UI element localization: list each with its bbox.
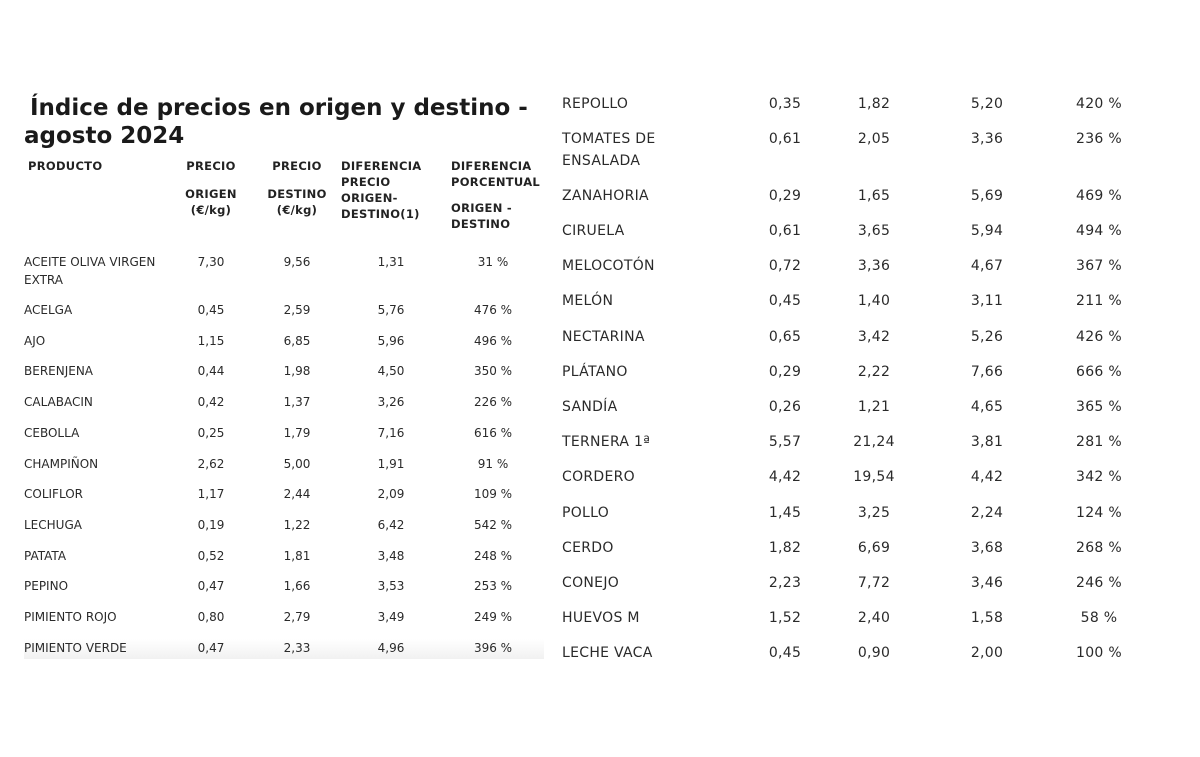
destino-cell: 1,22	[283, 518, 311, 532]
diferencia-cell: 1,58	[970, 610, 1004, 626]
origen-cell: 0,19	[197, 518, 225, 532]
destino-cell: 2,40	[857, 610, 891, 626]
origen-cell: 2,23	[768, 575, 802, 591]
porcentaje-cell: 666 %	[1076, 364, 1122, 380]
destino-cell: 1,21	[857, 399, 891, 415]
producto-cell: BERENJENA	[24, 364, 94, 378]
producto-cell: PATATA	[24, 549, 67, 563]
producto-cell: PLÁTANO	[562, 364, 628, 380]
porcentaje-cell: 236 %	[1076, 131, 1122, 147]
table-row	[562, 220, 1162, 255]
producto-cell: COLIFLOR	[24, 487, 83, 501]
table-row	[562, 326, 1162, 361]
porcentaje-cell: 420 %	[1076, 96, 1122, 112]
destino-cell: 2,22	[857, 364, 891, 380]
diferencia-cell: 1,31	[377, 255, 405, 269]
destino-cell: 1,66	[283, 579, 311, 593]
table-row	[562, 361, 1162, 396]
porcentaje-cell: 248 %	[473, 549, 513, 563]
destino-cell: 3,36	[857, 258, 891, 274]
origen-cell: 5,57	[768, 434, 802, 450]
porcentaje-cell: 124 %	[1076, 505, 1122, 521]
porcentaje-cell: 246 %	[1076, 575, 1122, 591]
porcentaje-cell: 211 %	[1076, 293, 1122, 309]
producto-cell: CHAMPIÑON	[24, 457, 99, 471]
origen-cell: 0,80	[197, 610, 225, 624]
header-precio-origen: PRECIO ORIGEN (€/kg)	[185, 159, 237, 217]
table-row	[562, 502, 1162, 537]
origen-cell: 0,44	[197, 364, 225, 378]
porcentaje-cell: 542 %	[473, 518, 513, 532]
table-row	[24, 424, 544, 454]
origen-cell: 1,82	[768, 540, 802, 556]
header-diferencia-precio: DIFERENCIA PRECIO ORIGEN- DESTINO(1)	[341, 159, 422, 221]
table-row	[24, 301, 544, 331]
diferencia-cell: 3,49	[377, 610, 405, 624]
porcentaje-cell: 496 %	[473, 334, 513, 348]
porcentaje-cell: 616 %	[473, 426, 513, 440]
porcentaje-cell: 396 %	[473, 641, 513, 655]
producto-cell: LECHUGA	[24, 518, 82, 532]
title-line-1: Índice de precios en origen y destino -	[30, 95, 528, 121]
table-row	[562, 537, 1162, 572]
producto-cell: PEPINO	[24, 579, 69, 593]
diferencia-cell: 6,42	[377, 518, 405, 532]
origen-cell: 0,47	[197, 641, 225, 655]
table-row	[562, 290, 1162, 325]
origen-cell: 2,62	[197, 457, 225, 471]
destino-cell: 2,44	[283, 487, 311, 501]
destino-cell: 2,33	[283, 641, 311, 655]
table-row	[562, 255, 1162, 290]
producto-cell: TOMATES DE ENSALADA	[562, 131, 656, 169]
diferencia-cell: 3,53	[377, 579, 405, 593]
destino-cell: 1,82	[857, 96, 891, 112]
table-row	[562, 128, 1162, 178]
porcentaje-cell: 249 %	[473, 610, 513, 624]
diferencia-cell: 4,96	[377, 641, 405, 655]
producto-cell: PIMIENTO ROJO	[24, 610, 117, 624]
diferencia-cell: 5,96	[377, 334, 405, 348]
porcentaje-cell: 469 %	[1076, 188, 1122, 204]
destino-cell: 9,56	[283, 255, 311, 269]
diferencia-cell: 4,50	[377, 364, 405, 378]
porcentaje-cell: 494 %	[1076, 223, 1122, 239]
origen-cell: 0,47	[197, 579, 225, 593]
table-row	[24, 608, 544, 638]
table-row	[24, 516, 544, 546]
diferencia-cell: 5,76	[377, 303, 405, 317]
destino-cell: 1,81	[283, 549, 311, 563]
porcentaje-cell: 476 %	[473, 303, 513, 317]
producto-cell: LECHE VACA	[562, 645, 653, 661]
destino-cell: 3,42	[857, 329, 891, 345]
diferencia-cell: 3,26	[377, 395, 405, 409]
origen-cell: 0,61	[768, 223, 802, 239]
producto-cell: MELOCOTÓN	[562, 258, 655, 274]
producto-cell: REPOLLO	[562, 96, 629, 112]
producto-cell: HUEVOS M	[562, 610, 640, 626]
origen-cell: 0,45	[768, 645, 802, 661]
origen-cell: 0,65	[768, 329, 802, 345]
table-row	[24, 577, 544, 607]
producto-cell: AJO	[24, 334, 46, 348]
producto-cell: ACEITE OLIVA VIRGEN EXTRA	[24, 255, 156, 287]
diferencia-cell: 3,46	[970, 575, 1004, 591]
destino-cell: 3,25	[857, 505, 891, 521]
origen-cell: 1,15	[197, 334, 225, 348]
destino-cell: 1,37	[283, 395, 311, 409]
destino-cell: 6,69	[857, 540, 891, 556]
diferencia-cell: 3,68	[970, 540, 1004, 556]
table-row	[562, 185, 1162, 220]
diferencia-cell: 1,91	[377, 457, 405, 471]
destino-cell: 2,79	[283, 610, 311, 624]
origen-cell: 1,52	[768, 610, 802, 626]
destino-cell: 7,72	[857, 575, 891, 591]
origen-cell: 0,45	[197, 303, 225, 317]
porcentaje-cell: 281 %	[1076, 434, 1122, 450]
origen-cell: 0,72	[768, 258, 802, 274]
producto-cell: CIRUELA	[562, 223, 625, 239]
table-row	[562, 396, 1162, 431]
diferencia-cell: 3,48	[377, 549, 405, 563]
destino-cell: 2,59	[283, 303, 311, 317]
porcentaje-cell: 268 %	[1076, 540, 1122, 556]
diferencia-cell: 4,67	[970, 258, 1004, 274]
table-row	[24, 547, 544, 577]
diferencia-cell: 4,42	[970, 469, 1004, 485]
destino-cell: 0,90	[857, 645, 891, 661]
diferencia-cell: 2,24	[970, 505, 1004, 521]
porcentaje-cell: 31 %	[477, 255, 509, 269]
producto-cell: CALABACIN	[24, 395, 93, 409]
diferencia-cell: 5,69	[970, 188, 1004, 204]
header-producto: PRODUCTO	[28, 159, 103, 173]
diferencia-cell: 5,26	[970, 329, 1004, 345]
table-row	[562, 607, 1162, 642]
table-row	[24, 485, 544, 515]
porcentaje-cell: 426 %	[1076, 329, 1122, 345]
destino-cell: 5,00	[283, 457, 311, 471]
destino-cell: 3,65	[857, 223, 891, 239]
origen-cell: 0,45	[768, 293, 802, 309]
diferencia-cell: 7,66	[970, 364, 1004, 380]
origen-cell: 0,29	[768, 188, 802, 204]
header-precio-destino: PRECIO DESTINO (€/kg)	[267, 159, 327, 217]
diferencia-cell: 2,09	[377, 487, 405, 501]
diferencia-cell: 5,94	[970, 223, 1004, 239]
porcentaje-cell: 342 %	[1076, 469, 1122, 485]
producto-cell: PIMIENTO VERDE	[24, 641, 127, 655]
porcentaje-cell: 91 %	[477, 457, 509, 471]
destino-cell: 1,79	[283, 426, 311, 440]
diferencia-cell: 2,00	[970, 645, 1004, 661]
origen-cell: 0,29	[768, 364, 802, 380]
producto-cell: CERDO	[562, 540, 614, 556]
producto-cell: ACELGA	[24, 303, 73, 317]
table-row	[24, 455, 544, 485]
producto-cell: ZANAHORIA	[562, 188, 649, 204]
origen-cell: 0,35	[768, 96, 802, 112]
destino-cell: 19,54	[853, 469, 895, 485]
origen-cell: 1,45	[768, 505, 802, 521]
porcentaje-cell: 58 %	[1080, 610, 1118, 626]
diferencia-cell: 4,65	[970, 399, 1004, 415]
porcentaje-cell: 100 %	[1076, 645, 1122, 661]
table-row	[24, 393, 544, 423]
origen-cell: 0,42	[197, 395, 225, 409]
table-row	[24, 253, 544, 287]
destino-cell: 1,40	[857, 293, 891, 309]
origen-cell: 1,17	[197, 487, 225, 501]
table-row	[24, 332, 544, 362]
destino-cell: 21,24	[853, 434, 895, 450]
producto-cell: POLLO	[562, 505, 610, 521]
destino-cell: 1,98	[283, 364, 311, 378]
destino-cell: 2,05	[857, 131, 891, 147]
diferencia-cell: 3,81	[970, 434, 1004, 450]
porcentaje-cell: 109 %	[473, 487, 513, 501]
table-row	[24, 639, 544, 659]
porcentaje-cell: 367 %	[1076, 258, 1122, 274]
producto-cell: TERNERA 1ª	[562, 434, 651, 450]
table-row	[562, 642, 1162, 677]
producto-cell: CONEJO	[562, 575, 620, 591]
destino-cell: 1,65	[857, 188, 891, 204]
title-line-2: agosto 2024	[24, 123, 185, 149]
origen-cell: 0,26	[768, 399, 802, 415]
header-diferencia-porcentual: DIFERENCIA PORCENTUAL ORIGEN - DESTINO	[451, 159, 541, 231]
producto-cell: SANDÍA	[562, 399, 618, 415]
producto-cell: NECTARINA	[562, 329, 645, 345]
table-row	[562, 93, 1162, 128]
origen-cell: 4,42	[768, 469, 802, 485]
porcentaje-cell: 350 %	[473, 364, 513, 378]
porcentaje-cell: 365 %	[1076, 399, 1122, 415]
origen-cell: 0,61	[768, 131, 802, 147]
diferencia-cell: 3,36	[970, 131, 1004, 147]
table-row	[562, 431, 1162, 466]
table-row	[562, 572, 1162, 607]
diferencia-cell: 3,11	[970, 293, 1004, 309]
producto-cell: MELÓN	[562, 293, 614, 309]
porcentaje-cell: 226 %	[473, 395, 513, 409]
producto-cell: CORDERO	[562, 469, 635, 485]
producto-cell: CEBOLLA	[24, 426, 80, 440]
table-row	[562, 466, 1162, 501]
table-row	[24, 362, 544, 392]
diferencia-cell: 7,16	[377, 426, 405, 440]
destino-cell: 6,85	[283, 334, 311, 348]
porcentaje-cell: 253 %	[473, 579, 513, 593]
diferencia-cell: 5,20	[970, 96, 1004, 112]
origen-cell: 0,52	[197, 549, 225, 563]
page-title	[24, 94, 544, 150]
origen-cell: 0,25	[197, 426, 225, 440]
origen-cell: 7,30	[197, 255, 225, 269]
